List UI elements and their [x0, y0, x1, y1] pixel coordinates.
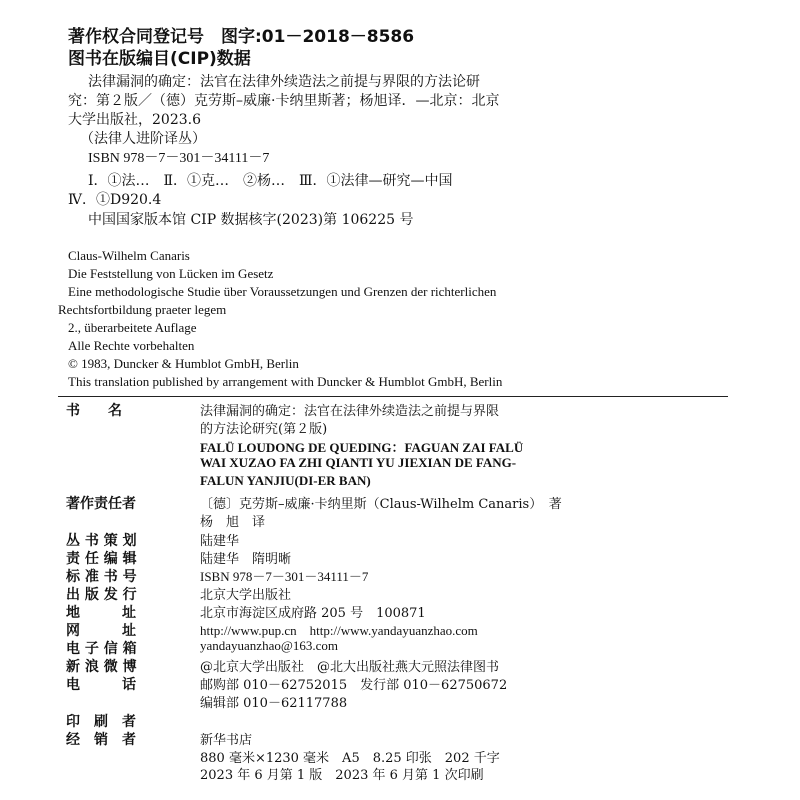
original-author: Claus-Wilhelm Canaris: [68, 248, 190, 263]
email-link[interactable]: yandayuanzhao@163.com: [200, 638, 338, 653]
label-series-planner: 丛 书 策 划: [66, 533, 137, 549]
cip-classification-1: Ⅰ．①法… Ⅱ．①克… ②杨… Ⅲ．①法律—研究—中国: [88, 173, 453, 189]
original-copyright: © 1983, Duncker & Humblot GmbH, Berlin: [68, 356, 299, 371]
pinyin-3: FALUN YANJIU(DI-ER BAN): [200, 473, 371, 488]
phone-2: 编辑部 010－62117788: [200, 696, 348, 711]
divider-top: [58, 396, 728, 397]
original-edition: 2., überarbeitete Auflage: [68, 320, 197, 335]
contract-registration: 著作权合同登记号 图字:01－2018－8586: [68, 27, 415, 47]
author-2: 杨 旭 译: [200, 515, 266, 530]
label-editor: 责 任 编 辑: [66, 551, 137, 567]
label-isbn: 标 准 书 号: [66, 569, 137, 585]
cip-classification-2: Ⅳ．①D920.4: [68, 192, 162, 208]
cip-number: 中国国家版本馆 CIP 数据核字(2023)第 106225 号: [88, 212, 414, 228]
label-address: 地 址: [66, 605, 136, 621]
label-printer: 印 刷 者: [66, 714, 136, 730]
label-distributor: 经 销 者: [66, 732, 136, 748]
book-name-1: 法律漏洞的确定：法官在法律外续造法之前提与界限: [200, 404, 500, 419]
series-planner: 陆建华: [200, 534, 240, 549]
label-author: 著作责任者: [66, 496, 136, 512]
label-email: 电 子 信 箱: [66, 641, 137, 657]
distributor: 新华书店: [200, 733, 253, 748]
label-weibo: 新 浪 微 博: [66, 659, 137, 675]
original-subtitle-2: Rechtsfortbildung praeter legem: [58, 302, 227, 317]
label-phone: 电 话: [66, 677, 136, 693]
cip-line-1: 法律漏洞的确定：法官在法律外续造法之前提与界限的方法论研: [88, 74, 480, 90]
pinyin-1: FALÜ LOUDONG DE QUEDING：FAGUAN ZAI FALÜ: [200, 440, 524, 455]
spec-2: 2023 年 6 月第 1 版 2023 年 6 月第 1 次印刷: [200, 768, 484, 783]
phone-1: 邮购部 010－62752015 发行部 010－62750672: [200, 678, 508, 693]
cip-isbn: ISBN 978－7－301－34111－7: [88, 151, 270, 166]
isbn: ISBN 978－7－301－34111－7: [200, 569, 369, 584]
label-publisher: 出 版 发 行: [66, 587, 137, 603]
author-1: 〔德〕克劳斯–威廉·卡纳里斯（Claus-Wilhelm Canaris） 著: [200, 497, 562, 512]
publisher: 北京大学出版社: [200, 588, 292, 603]
cip-heading: 图书在版编目(CIP)数据: [68, 49, 251, 69]
label-website: 网 址: [66, 623, 136, 639]
pinyin-2: WAI XUZAO FA ZHI QIANTI YU JIEXIAN DE FANG-: [200, 455, 517, 470]
weibo: @北京大学出版社 @北大出版社燕大元照法律图书: [200, 660, 500, 675]
cip-line-3: 大学出版社，2023.6: [68, 112, 201, 128]
original-title: Die Feststellung von Lücken im Gesetz: [68, 266, 274, 281]
translation-note: This translation published by arrangement with Duncker & Humblot GmbH, Berlin: [68, 374, 503, 389]
spec-1: 880 毫米×1230 毫米 A5 8.25 印张 202 千字: [200, 751, 500, 766]
original-rights: Alle Rechte vorbehalten: [68, 338, 195, 353]
cip-series: （法律人进阶译丛）: [80, 131, 206, 147]
label-book-name: 书 名: [66, 403, 122, 419]
book-name-2: 的方法论研究(第２版): [200, 422, 328, 437]
editor: 陆建华 隋明晰: [200, 552, 292, 567]
address: 北京市海淀区成府路 205 号 100871: [200, 606, 426, 621]
cip-line-2: 究：第２版／（德）克劳斯–威廉·卡纳里斯著；杨旭译．—北京：北京: [68, 93, 500, 109]
original-subtitle-1: Eine methodologische Studie über Voraussetzungen und Grenzen der richterlichen: [68, 284, 497, 299]
website-links[interactable]: http://www.pup.cn http://www.yandayuanzhao.com: [200, 623, 478, 638]
